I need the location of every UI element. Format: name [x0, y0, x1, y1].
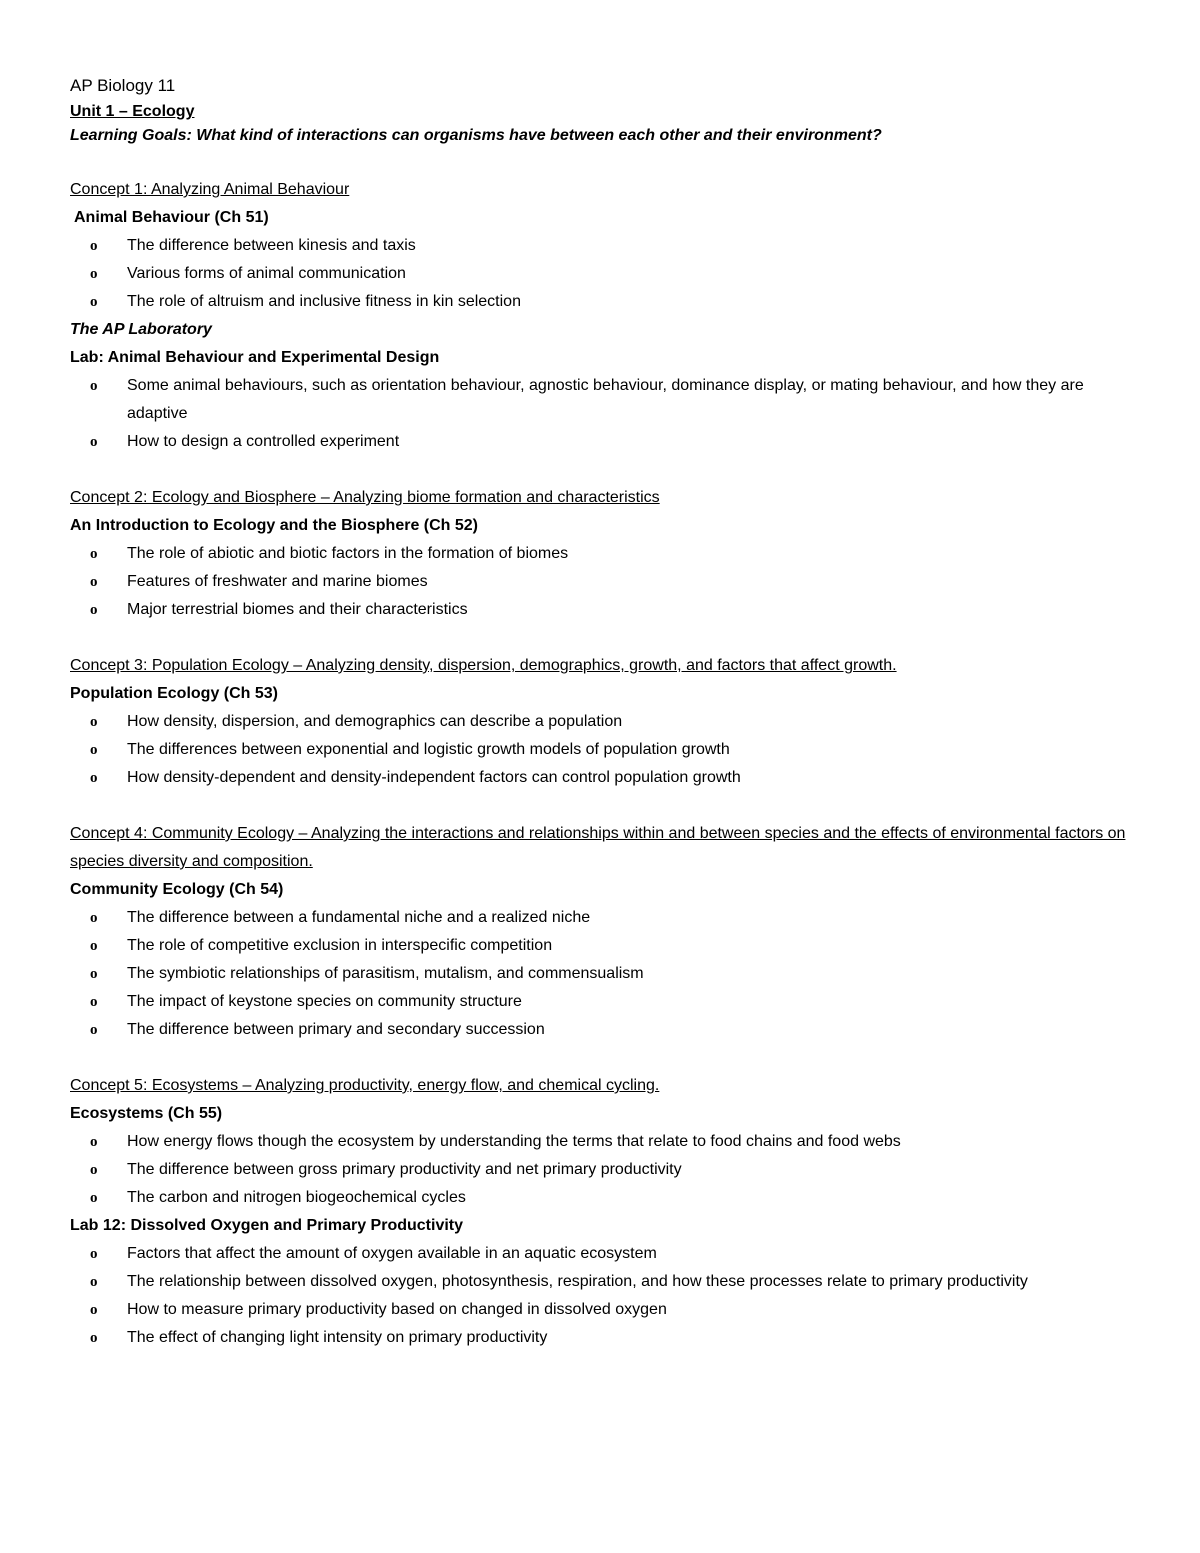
- list-item: o How density-dependent and density-independent factors can control population growth: [70, 764, 1130, 792]
- list-item: o How to measure primary productivity based on changed in dissolved oxygen: [70, 1296, 1130, 1324]
- bullet-marker: o: [90, 714, 98, 730]
- list-item: o The role of competitive exclusion in interspecific competition: [70, 932, 1130, 960]
- spacer: [70, 792, 1130, 820]
- concept-3-chapter: Population Ecology (Ch 53): [70, 685, 279, 702]
- list-item: o The relationship between dissolved oxygen, photosynthesis, respiration, and how these processes relate to primary productivity: [70, 1268, 1130, 1296]
- concept-5-lab-list: [70, 1240, 1130, 1352]
- list-item: o How density, dispersion, and demographics can describe a population: [70, 708, 1130, 736]
- concept-1-lab-title: Lab: Animal Behaviour and Experimental Design: [70, 349, 440, 366]
- spacer: [70, 1044, 1130, 1072]
- list-item: o The symbiotic relationships of parasitism, mutalism, and commensualism: [70, 960, 1130, 988]
- list-item: o Major terrestrial biomes and their characteristics: [70, 596, 1130, 624]
- list-item: o The role of abiotic and biotic factors in the formation of biomes: [70, 540, 1130, 568]
- bullet-marker: o: [90, 1190, 98, 1206]
- bullet-marker: o: [90, 1330, 98, 1346]
- concept-2-chapter: An Introduction to Ecology and the Biosphere (Ch 52): [70, 517, 479, 534]
- list-item: o The effect of changing light intensity on primary productivity: [70, 1324, 1130, 1352]
- bullet-marker: o: [90, 742, 98, 758]
- spacer: [70, 148, 1130, 176]
- list-item: o The carbon and nitrogen biogeochemical cycles: [70, 1184, 1130, 1212]
- learning-goals-text: : What kind of interactions can organisms have between each other and their environment?: [186, 127, 882, 144]
- learning-goals-label: Learning Goals: [70, 127, 187, 144]
- bullet-marker: o: [90, 1302, 98, 1318]
- concept-5-heading: Concept 5: Ecosystems – Analyzing productivity, energy flow, and chemical cycling.: [70, 1077, 660, 1094]
- bullet-marker: o: [90, 1022, 98, 1038]
- list-item: o Some animal behaviours, such as orientation behaviour, agnostic behaviour, dominance display, or mating behaviour, and how they are adaptive: [70, 372, 1130, 428]
- concept-5-lab-title: Lab 12: Dissolved Oxygen and Primary Productivity: [70, 1217, 464, 1234]
- list-item: o The impact of keystone species on community structure: [70, 988, 1130, 1016]
- list-item: o How to design a controlled experiment: [70, 428, 1130, 456]
- list-item: o How energy flows though the ecosystem by understanding the terms that relate to food chains and food webs: [70, 1128, 1130, 1156]
- learning-goals: [70, 124, 1130, 148]
- concept-3-list: [70, 708, 1130, 792]
- concept-5-list: [70, 1128, 1130, 1212]
- list-item: o The role of altruism and inclusive fitness in kin selection: [70, 288, 1130, 316]
- bullet-marker: o: [90, 294, 98, 310]
- bullet-marker: o: [90, 378, 98, 394]
- concept-4-list: [70, 904, 1130, 1044]
- list-item: o Various forms of animal communication: [70, 260, 1130, 288]
- bullet-marker: o: [90, 1246, 98, 1262]
- concept-1-chapter: Animal Behaviour (Ch 51): [74, 209, 269, 226]
- list-item: o The difference between primary and secondary succession: [70, 1016, 1130, 1044]
- list-item: o Features of freshwater and marine biomes: [70, 568, 1130, 596]
- unit-heading: Unit 1 – Ecology: [70, 103, 195, 120]
- bullet-marker: o: [90, 966, 98, 982]
- bullet-marker: o: [90, 770, 98, 786]
- bullet-marker: o: [90, 574, 98, 590]
- document-page: [70, 72, 1130, 1352]
- bullet-marker: o: [90, 1274, 98, 1290]
- concept-1-list: [70, 232, 1130, 316]
- list-item: o The difference between a fundamental niche and a realized niche: [70, 904, 1130, 932]
- bullet-marker: o: [90, 1162, 98, 1178]
- bullet-marker: o: [90, 994, 98, 1010]
- concept-2-heading: Concept 2: Ecology and Biosphere – Analyzing biome formation and characteristics: [70, 489, 660, 506]
- bullet-marker: o: [90, 266, 98, 282]
- concept-1-lab-list: [70, 372, 1130, 456]
- bullet-marker: o: [90, 602, 98, 618]
- concept-3-heading: Concept 3: Population Ecology – Analyzing density, dispersion, demographics, growth, and factors that affect growth.: [70, 657, 897, 674]
- concept-1-heading: Concept 1: Analyzing Animal Behaviour: [70, 181, 350, 198]
- list-item: o The difference between kinesis and taxis: [70, 232, 1130, 260]
- bullet-marker: o: [90, 434, 98, 450]
- bullet-marker: o: [90, 938, 98, 954]
- bullet-marker: o: [90, 910, 98, 926]
- concept-4-chapter: Community Ecology (Ch 54): [70, 881, 284, 898]
- spacer: [70, 456, 1130, 484]
- bullet-marker: o: [90, 238, 98, 254]
- bullet-marker: o: [90, 1134, 98, 1150]
- bullet-marker: o: [90, 546, 98, 562]
- list-item: o Factors that affect the amount of oxygen available in an aquatic ecosystem: [70, 1240, 1130, 1268]
- document-title: AP Biology 11: [70, 76, 176, 95]
- ap-laboratory-heading: The AP Laboratory: [70, 321, 212, 338]
- list-item: o The difference between gross primary productivity and net primary productivity: [70, 1156, 1130, 1184]
- concept-2-list: [70, 540, 1130, 624]
- concept-5-chapter: Ecosystems (Ch 55): [70, 1105, 223, 1122]
- concept-4-heading: Concept 4: Community Ecology – Analyzing the interactions and relationships within and between species and the effects of environmental factors on species diversity and composition.: [70, 825, 1126, 870]
- list-item: o The differences between exponential and logistic growth models of population growth: [70, 736, 1130, 764]
- spacer: [70, 624, 1130, 652]
